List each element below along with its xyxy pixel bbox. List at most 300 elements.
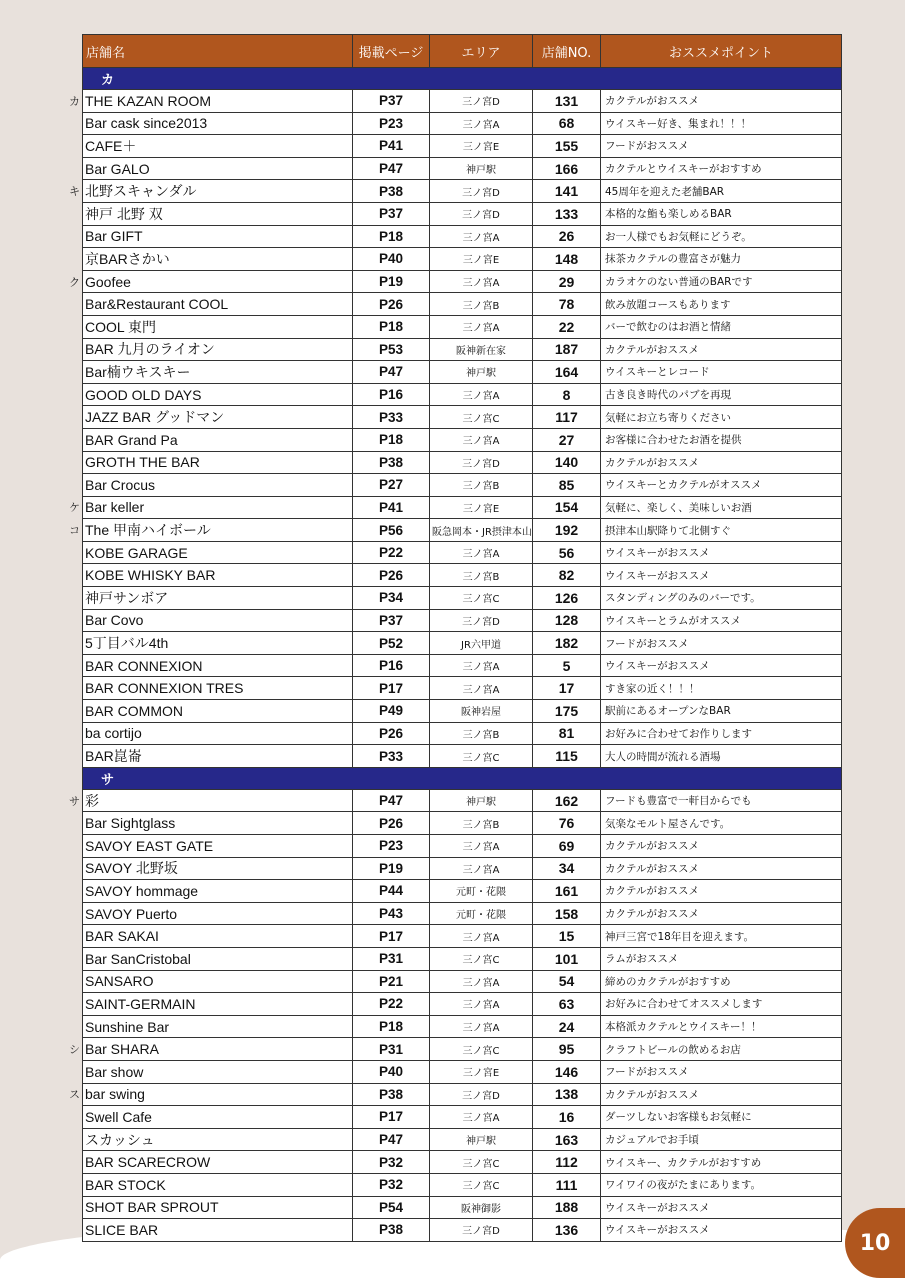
store-no-cell: 26: [533, 225, 601, 248]
area-cell: 三ノ宮A: [430, 1015, 533, 1038]
page-cell: P19: [353, 857, 430, 880]
store-no-cell: 95: [533, 1038, 601, 1061]
page-cell: P31: [353, 1038, 430, 1061]
page-number-badge: 10: [845, 1208, 905, 1278]
page-cell: P47: [353, 361, 430, 384]
store-name: 神戸 北野 双: [85, 205, 163, 222]
store-name-cell: [69, 1083, 353, 1106]
store-name-cell: [69, 789, 353, 812]
store-name-cell: [83, 564, 353, 587]
area-cell: 三ノ宮A: [430, 677, 533, 700]
recommend-point-cell: ウイスキー、カクテルがおすすめ: [601, 1151, 842, 1174]
store-no-cell: 63: [533, 993, 601, 1016]
store-no-cell: 188: [533, 1196, 601, 1219]
area-cell: 三ノ宮A: [430, 315, 533, 338]
recommend-point-cell: 締めのカクテルがおすすめ: [601, 970, 842, 993]
area-cell: 三ノ宮C: [430, 1173, 533, 1196]
store-no-cell: 175: [533, 700, 601, 723]
store-no-cell: 69: [533, 835, 601, 858]
store-name: BAR SCARECROW: [85, 1154, 211, 1171]
table-row: [83, 157, 842, 180]
store-name: SHOT BAR SPROUT: [85, 1199, 219, 1216]
store-name: The 甲南ハイボール: [85, 522, 211, 539]
store-name: Bar keller: [85, 499, 145, 516]
recommend-point-cell: ワイワイの夜がたまにあります。: [601, 1173, 842, 1196]
store-name: Bar GIFT: [85, 228, 143, 245]
header-store-name: 店舗名: [83, 35, 353, 68]
store-no-cell: 85: [533, 474, 601, 497]
table-row: [83, 1060, 842, 1083]
page-cell: P41: [353, 496, 430, 519]
store-name-cell: [83, 1219, 353, 1242]
store-name: ba cortijo: [85, 725, 142, 742]
table-row: [83, 1196, 842, 1219]
table-row: [83, 541, 842, 564]
recommend-point-cell: カクテルがおススメ: [601, 90, 842, 113]
area-cell: 三ノ宮B: [430, 474, 533, 497]
store-name-cell: [83, 925, 353, 948]
area-cell: 三ノ宮E: [430, 135, 533, 158]
store-name-cell: [83, 293, 353, 316]
page-cell: P56: [353, 519, 430, 542]
area-cell: 三ノ宮A: [430, 541, 533, 564]
store-name: CAFE＋: [85, 137, 137, 154]
recommend-point-cell: カクテルがおススメ: [601, 880, 842, 903]
page-cell: P47: [353, 157, 430, 180]
store-name-cell: [83, 248, 353, 271]
store-no-cell: 161: [533, 880, 601, 903]
recommend-point-cell: 神戸三宮で18年目を迎えます。: [601, 925, 842, 948]
recommend-point-cell: ウイスキーがおススメ: [601, 1196, 842, 1219]
table-row: [83, 451, 842, 474]
recommend-point-cell: ウイスキーがおススメ: [601, 1219, 842, 1242]
store-no-cell: 146: [533, 1060, 601, 1083]
recommend-point-cell: カクテルがおススメ: [601, 1083, 842, 1106]
recommend-point-cell: 気軽に、楽しく、美味しいお酒: [601, 496, 842, 519]
store-name: SAINT-GERMAIN: [85, 995, 196, 1012]
page-cell: P22: [353, 993, 430, 1016]
table-row: [83, 180, 842, 203]
recommend-point-cell: お客様に合わせたお酒を提供: [601, 428, 842, 451]
recommend-point-cell: カラオケのない普通のBARです: [601, 270, 842, 293]
table-row: [83, 135, 842, 158]
store-name-cell: [83, 315, 353, 338]
section-label: サ: [83, 767, 842, 789]
store-no-cell: 24: [533, 1015, 601, 1038]
recommend-point-cell: ダーツしないお客様もお気軽に: [601, 1106, 842, 1129]
store-no-cell: 82: [533, 564, 601, 587]
store-name: Bar show: [85, 1063, 144, 1080]
store-no-cell: 187: [533, 338, 601, 361]
table-header-row: [83, 35, 842, 68]
page-cell: P18: [353, 1015, 430, 1038]
area-cell: 三ノ宮D: [430, 451, 533, 474]
area-cell: 三ノ宮E: [430, 248, 533, 271]
recommend-point-cell: カジュアルでお手頃: [601, 1128, 842, 1151]
recommend-point-cell: フードがおススメ: [601, 135, 842, 158]
area-cell: 三ノ宮A: [430, 383, 533, 406]
store-name-cell: [83, 1015, 353, 1038]
store-no-cell: 115: [533, 745, 601, 768]
table-row: [83, 90, 842, 113]
area-cell: 三ノ宮D: [430, 180, 533, 203]
recommend-point-cell: ウイスキーとラムがオススメ: [601, 609, 842, 632]
store-no-cell: 192: [533, 519, 601, 542]
page-cell: P16: [353, 383, 430, 406]
store-name-cell: [69, 1038, 353, 1061]
recommend-point-cell: カクテルがおススメ: [601, 338, 842, 361]
store-name: KOBE WHISKY BAR: [85, 567, 216, 584]
store-name-cell: [83, 361, 353, 384]
store-name-cell: [83, 835, 353, 858]
table-row: [83, 112, 842, 135]
table-row: [83, 993, 842, 1016]
store-no-cell: 68: [533, 112, 601, 135]
area-cell: 三ノ宮D: [430, 1219, 533, 1242]
store-name: Bar GALO: [85, 160, 150, 177]
area-cell: 三ノ宮A: [430, 925, 533, 948]
store-no-cell: 81: [533, 722, 601, 745]
recommend-point-cell: ウイスキーとカクテルがオススメ: [601, 474, 842, 497]
store-name: Bar&Restaurant COOL: [85, 296, 229, 313]
table-row: [83, 519, 842, 542]
store-name: SAVOY 北野坂: [85, 860, 178, 877]
store-name-cell: [83, 157, 353, 180]
store-name: BAR COMMON: [85, 702, 183, 719]
store-name-cell: [83, 135, 353, 158]
store-name-cell: [83, 406, 353, 429]
page-cell: P26: [353, 812, 430, 835]
recommend-point-cell: スタンディングのみのバーです。: [601, 587, 842, 610]
kana-index-letter: サ: [69, 795, 80, 808]
page-cell: P37: [353, 202, 430, 225]
store-name-cell: [83, 225, 353, 248]
store-name: Goofee: [85, 273, 131, 290]
store-no-cell: 56: [533, 541, 601, 564]
table-row: [83, 1151, 842, 1174]
table-row: [83, 406, 842, 429]
area-cell: 三ノ宮A: [430, 112, 533, 135]
store-name: GROTH THE BAR: [85, 454, 200, 471]
area-cell: 三ノ宮E: [430, 496, 533, 519]
store-no-cell: 155: [533, 135, 601, 158]
store-name-cell: [83, 700, 353, 723]
store-name-cell: [69, 180, 353, 203]
store-no-cell: 182: [533, 632, 601, 655]
area-cell: 三ノ宮A: [430, 654, 533, 677]
store-no-cell: 141: [533, 180, 601, 203]
area-cell: 神戸駅: [430, 1128, 533, 1151]
store-no-cell: 131: [533, 90, 601, 113]
store-name: COOL 東門: [85, 318, 157, 335]
store-name: SAVOY EAST GATE: [85, 837, 214, 854]
area-cell: 三ノ宮D: [430, 1083, 533, 1106]
page-cell: P16: [353, 654, 430, 677]
recommend-point-cell: 気軽にお立ち寄りください: [601, 406, 842, 429]
store-name-cell: [83, 947, 353, 970]
store-name: 神戸サンボア: [85, 589, 169, 606]
area-cell: 三ノ宮D: [430, 202, 533, 225]
page-cell: P38: [353, 1219, 430, 1242]
store-no-cell: 164: [533, 361, 601, 384]
table-row: [83, 428, 842, 451]
store-name-cell: [83, 428, 353, 451]
kana-index-letter: カ: [69, 95, 80, 108]
store-name: BAR Grand Pa: [85, 431, 178, 448]
area-cell: 三ノ宮C: [430, 587, 533, 610]
area-cell: 三ノ宮D: [430, 609, 533, 632]
recommend-point-cell: ウイスキー好き、集まれ！！！: [601, 112, 842, 135]
table-row: [83, 293, 842, 316]
kana-index-letter: シ: [69, 1044, 80, 1057]
store-name: KOBE GARAGE: [85, 544, 188, 561]
kana-index-letter: ケ: [69, 502, 80, 515]
table-row: [83, 722, 842, 745]
recommend-point-cell: クラフトビールの飲めるお店: [601, 1038, 842, 1061]
page-cell: P27: [353, 474, 430, 497]
recommend-point-cell: ウイスキーがおススメ: [601, 564, 842, 587]
store-no-cell: 15: [533, 925, 601, 948]
kana-index-letter: ス: [69, 1089, 80, 1102]
store-name: SAVOY hommage: [85, 882, 199, 899]
table-row: [83, 902, 842, 925]
header-page: 掲載ページ: [353, 35, 430, 68]
page-cell: P38: [353, 180, 430, 203]
page-cell: P41: [353, 135, 430, 158]
store-no-cell: 112: [533, 1151, 601, 1174]
store-no-cell: 5: [533, 654, 601, 677]
store-name: JAZZ BAR グッドマン: [85, 409, 225, 426]
store-name-cell: [83, 112, 353, 135]
store-name-cell: [83, 587, 353, 610]
store-name-cell: [83, 541, 353, 564]
store-no-cell: 128: [533, 609, 601, 632]
table-row: [83, 970, 842, 993]
store-name-cell: [83, 970, 353, 993]
recommend-point-cell: すき家の近く！！！: [601, 677, 842, 700]
page-cell: P37: [353, 90, 430, 113]
table-row: [83, 225, 842, 248]
page-cell: P23: [353, 835, 430, 858]
recommend-point-cell: フードも豊富で一軒目からでも: [601, 789, 842, 812]
section-header-row: [83, 68, 842, 90]
store-no-cell: 17: [533, 677, 601, 700]
area-cell: 三ノ宮B: [430, 564, 533, 587]
store-name: Bar SanCristobal: [85, 950, 191, 967]
store-name-cell: [69, 270, 353, 293]
store-name: Sunshine Bar: [85, 1018, 170, 1035]
store-no-cell: 8: [533, 383, 601, 406]
recommend-point-cell: 駅前にあるオープンなBAR: [601, 700, 842, 723]
store-name-cell: [83, 857, 353, 880]
table-row: [83, 202, 842, 225]
area-cell: 神戸駅: [430, 789, 533, 812]
area-cell: 三ノ宮A: [430, 428, 533, 451]
recommend-point-cell: フードがおススメ: [601, 632, 842, 655]
store-name: BAR崑崙: [85, 748, 142, 765]
page-cell: P47: [353, 789, 430, 812]
area-cell: 三ノ宮C: [430, 1038, 533, 1061]
store-name: THE KAZAN ROOM: [85, 92, 212, 109]
recommend-point-cell: お好みに合わせてオススメします: [601, 993, 842, 1016]
table-row: [83, 564, 842, 587]
area-cell: 三ノ宮E: [430, 1060, 533, 1083]
page-cell: P53: [353, 338, 430, 361]
table-row: [83, 383, 842, 406]
page-cell: P52: [353, 632, 430, 655]
page-cell: P40: [353, 1060, 430, 1083]
page-cell: P47: [353, 1128, 430, 1151]
store-name-cell: [83, 902, 353, 925]
store-name-cell: [83, 474, 353, 497]
store-no-cell: 29: [533, 270, 601, 293]
recommend-point-cell: バーで飲むのはお酒と情緒: [601, 315, 842, 338]
table-row: [83, 632, 842, 655]
store-name: Bar Covo: [85, 612, 144, 629]
store-no-cell: 22: [533, 315, 601, 338]
store-name: Bar楠ウキスキー: [85, 363, 191, 380]
store-name-cell: [83, 1106, 353, 1129]
recommend-point-cell: カクテルがおススメ: [601, 902, 842, 925]
area-cell: 阪神岩屋: [430, 700, 533, 723]
recommend-point-cell: ラムがおススメ: [601, 947, 842, 970]
store-name: BAR STOCK: [85, 1176, 166, 1193]
store-name-cell: [83, 993, 353, 1016]
store-name-cell: [69, 519, 353, 542]
area-cell: 三ノ宮C: [430, 406, 533, 429]
page-cell: P40: [353, 248, 430, 271]
recommend-point-cell: 摂津本山駅降りて北側すぐ: [601, 519, 842, 542]
area-cell: 三ノ宮B: [430, 812, 533, 835]
page-cell: P38: [353, 1083, 430, 1106]
recommend-point-cell: カクテルがおススメ: [601, 835, 842, 858]
page-cell: P31: [353, 947, 430, 970]
store-name: 京BARさかい: [85, 250, 170, 267]
table-row: [83, 361, 842, 384]
area-cell: 三ノ宮A: [430, 270, 533, 293]
page-cell: P34: [353, 587, 430, 610]
store-name-cell: [83, 1128, 353, 1151]
recommend-point-cell: 本格的な鮨も楽しめるBAR: [601, 202, 842, 225]
table-row: [83, 700, 842, 723]
store-no-cell: 27: [533, 428, 601, 451]
store-name: BAR 九月のライオン: [85, 341, 215, 358]
recommend-point-cell: ウイスキーがおススメ: [601, 654, 842, 677]
area-cell: 三ノ宮A: [430, 970, 533, 993]
table-row: [83, 812, 842, 835]
store-name-cell: [83, 745, 353, 768]
page-cell: P26: [353, 722, 430, 745]
recommend-point-cell: カクテルとウイスキーがおすすめ: [601, 157, 842, 180]
table-row: [83, 947, 842, 970]
store-name-cell: [83, 609, 353, 632]
recommend-point-cell: 気楽なモルト屋さんです。: [601, 812, 842, 835]
store-name-cell: [69, 496, 353, 519]
store-no-cell: 148: [533, 248, 601, 271]
page-cell: P17: [353, 1106, 430, 1129]
recommend-point-cell: 本格派カクテルとウイスキー！！: [601, 1015, 842, 1038]
area-cell: 三ノ宮A: [430, 857, 533, 880]
store-no-cell: 133: [533, 202, 601, 225]
area-cell: 三ノ宮A: [430, 993, 533, 1016]
store-name: 彩: [85, 792, 99, 809]
area-cell: 三ノ宮C: [430, 745, 533, 768]
table-row: [83, 745, 842, 768]
recommend-point-cell: お好みに合わせてお作りします: [601, 722, 842, 745]
recommend-point-cell: 抹茶カクテルの豊富さが魅力: [601, 248, 842, 271]
store-name-cell: [69, 90, 353, 113]
store-no-cell: 158: [533, 902, 601, 925]
table-row: [83, 857, 842, 880]
page-cell: P49: [353, 700, 430, 723]
store-name: Swell Cafe: [85, 1108, 152, 1125]
header-area: エリア: [430, 35, 533, 68]
area-cell: 神戸駅: [430, 157, 533, 180]
store-name: BAR CONNEXION: [85, 657, 203, 674]
table-row: [83, 1173, 842, 1196]
area-cell: JR六甲道: [430, 632, 533, 655]
page-cell: P19: [353, 270, 430, 293]
page-cell: P32: [353, 1151, 430, 1174]
area-cell: 三ノ宮B: [430, 722, 533, 745]
table-row: [83, 1083, 842, 1106]
page-cell: P17: [353, 677, 430, 700]
area-cell: 三ノ宮D: [430, 90, 533, 113]
store-no-cell: 101: [533, 947, 601, 970]
store-no-cell: 16: [533, 1106, 601, 1129]
page-cell: P37: [353, 609, 430, 632]
store-no-cell: 162: [533, 789, 601, 812]
table-row: [83, 654, 842, 677]
page-cell: P26: [353, 293, 430, 316]
store-name-cell: [83, 880, 353, 903]
recommend-point-cell: カクテルがおススメ: [601, 857, 842, 880]
recommend-point-cell: 大人の時間が流れる酒場: [601, 745, 842, 768]
table-row: [83, 474, 842, 497]
recommend-point-cell: ウイスキーとレコード: [601, 361, 842, 384]
table-row: [83, 880, 842, 903]
store-name-cell: [83, 338, 353, 361]
kana-index-letter: コ: [69, 525, 80, 538]
store-name: SAVOY Puerto: [85, 905, 178, 922]
store-name-cell: [83, 1196, 353, 1219]
section-label: カ: [83, 68, 842, 90]
page-cell: P23: [353, 112, 430, 135]
store-name: Bar Crocus: [85, 476, 156, 493]
page-cell: P38: [353, 451, 430, 474]
recommend-point-cell: お一人様でもお気軽にどうぞ。: [601, 225, 842, 248]
area-cell: 三ノ宮B: [430, 293, 533, 316]
recommend-point-cell: 45周年を迎えた老舗BAR: [601, 180, 842, 203]
store-name: スカッシュ: [85, 1131, 155, 1148]
page-cell: P33: [353, 406, 430, 429]
page-cell: P17: [353, 925, 430, 948]
store-name-cell: [83, 722, 353, 745]
recommend-point-cell: 古き良き時代のパブを再現: [601, 383, 842, 406]
store-name-cell: [83, 1060, 353, 1083]
store-no-cell: 78: [533, 293, 601, 316]
store-name-cell: [83, 383, 353, 406]
store-name: bar swing: [85, 1086, 145, 1103]
store-name: BAR CONNEXION TRES: [85, 680, 244, 697]
store-name-cell: [83, 812, 353, 835]
store-name-cell: [83, 677, 353, 700]
store-no-cell: 138: [533, 1083, 601, 1106]
area-cell: 阪神御影: [430, 1196, 533, 1219]
area-cell: 三ノ宮A: [430, 1106, 533, 1129]
table-row: [83, 609, 842, 632]
page-cell: P44: [353, 880, 430, 903]
